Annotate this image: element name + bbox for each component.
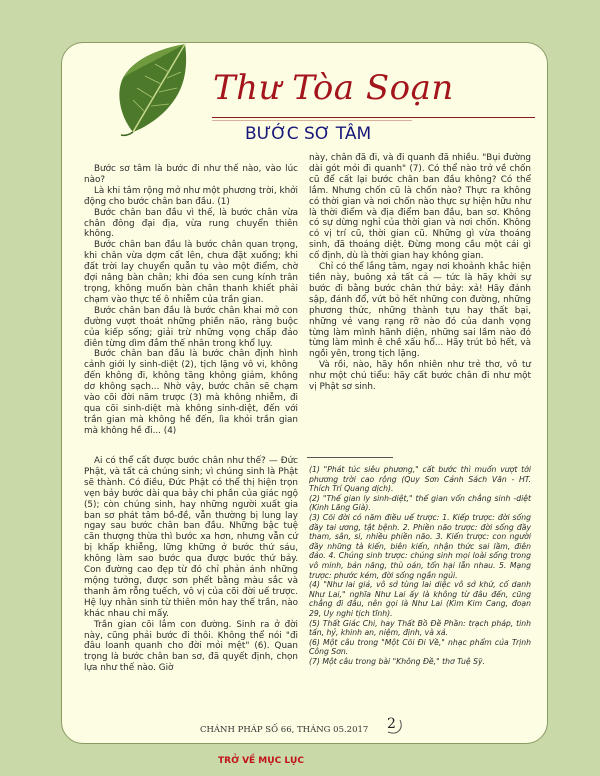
paragraph: Là khi tâm rộng mở như một phương trời, khởi động cho bước chân ban đầu. (1) <box>84 185 298 207</box>
footnote-divider <box>307 457 393 458</box>
title-rule-shadow <box>212 120 412 121</box>
page-title: Thư Tòa Soạn <box>213 68 454 108</box>
footnote: (6) Một câu trong "Một Cõi Đi Về," nhạc phẩm của Trịnh Công Sơn. <box>309 637 531 657</box>
back-to-contents-link[interactable]: TRỞ VỀ MỤC LỤC <box>218 756 304 766</box>
right-column <box>309 153 531 393</box>
paragraph: Bước chân ban đầu là bước chân khai mở con đường vượt thoát những phiền não, ràng buộc của kiếp sống; giải trừ những vọng chấp đảo điên từng dìm đắm thế nhân trong khổ lụy. <box>84 305 298 349</box>
left-column-bottom <box>84 456 298 674</box>
footnote: (7) Một câu trong bài "Không Đề," thơ Tuệ Sỹ. <box>309 656 485 666</box>
article-title: BƯỚC SƠ TÂM <box>245 124 372 144</box>
footnote: (1) "Phát túc siêu phương," cất bước thì muốn vượt tới phương trời cao rộng (Quy Sơn Cảnh Sách Văn - HT. Thích Trí Quang dịch). <box>309 465 531 494</box>
paragraph: Bước chân ban đầu vì thế, là bước chân vừa chân đông đại địa, vừa rung chuyển thiên không. <box>84 207 298 240</box>
paragraph: Ai có thể cất được bước chân như thế? — Đức Phật, và tất cả chúng sinh; vì chúng sinh là Phật sẽ thành. Có điều, Đức Phật có thể thị hiện trọn vẹn bảy bước dài qua bảy chi phần của giác ngộ (5); còn chúng sinh, hay những người xuất gia ban sơ phát tâm bồ-đề, vẫn thường bị lung lay ngay sau bước chân ban đầu. Những bậc tuệ căn thượng thừa thì bước xa hơn, nhưng vẫn cứ bị khấp khiễng, lững khững ở bước thứ sáu, không làm sao bước qua được bước thứ bảy. Con đường cao đẹp từ đó chỉ phản ánh những mộng tưởng, được sơn phết bằng màu sắc và thanh âm rỗng tuếch, vô vị của cõi đời uế trược. Hệ lụy nhân sinh từ thiên môn hay thế trần, nào khác nhau chi mấy. <box>84 456 298 619</box>
paragraph: Bước chân ban đầu là bước chân định hình cảnh giới ly sinh-diệt (2), tịch lặng vô vi, không đến không đi, không tăng không giảm, không dơ không sạch... Nhờ vậy, bước chân sẽ chạm vào cõi đời năm trược (3) mà không nhiễm, đi qua cõi sinh-diệt mà không sinh-diệt, đến với trần gian mà không hề đến, lìa khỏi trần gian mà không hề đi... (4) <box>84 349 298 436</box>
title-rule <box>212 117 535 118</box>
footnote: (3) Cõi đời có năm điều uế trược: 1. Kiếp trược: đời sống đầy tai ương, tật bệnh. 2. Phiền não trược: đời sống đầy tham, sân, si, nhiều phiền não. 3. Kiến trược: con người đầy những tà kiến, biên kiến, nhận thức sai lầm, điên đảo. 4. Chúng sinh trược: chúng sinh mọi loài sống trong vô minh, bản năng, thù oán, tổn hại lẫn nhau. 5. Mạng trược: phước kém, đời sống ngắn ngủi. <box>309 512 531 580</box>
paragraph: Và rồi, nào, hãy hồn nhiên như trẻ thơ, vô tư như một chú tiểu: hãy cất bước chân đi như một vị Phật sơ sinh. <box>309 360 531 393</box>
bodhi-leaf-icon <box>113 38 195 138</box>
paragraph: Bước sơ tâm là bước đi như thế nào, vào lúc nào? <box>84 164 298 185</box>
paragraph: Bước chân ban đầu là bước chân quan trọng, khi chân vừa dợm cất lên, chưa đặt xuống; khi đất trời lay chuyển quẫn tụ vào một điểm, chờ đợi nâng bàn chân; khi đóa sen cung kính trân trọng, không muốn bàn chân thanh khiết phải chạm vào thực tế ô nhiễm của trần gian. <box>84 240 298 305</box>
page-number-text: 2 <box>387 716 396 732</box>
paragraph: Chỉ có thể lắng tâm, ngay nơi khoảnh khắc hiện tiền này, buông xả tất cả — tức là hãy khởi sự bước đi bằng bước chân thứ bảy: xả! Hãy đánh sập, đánh đổ, vứt bỏ hết những con đường, những phương thức, những thành tựu hay thất bại, những vẻ vang rạng rỡ nào đó của danh vọng từng làm mình hãnh diện, những sai lầm nào đó từng làm mình ê chề xấu hổ... Hãy trút bỏ hết, và ngồi yên, trong tịch lặng. <box>309 262 531 360</box>
paragraph: Trần gian cõi lắm con đường. Sinh ra ở đời này, cũng phải bước đi thôi. Không thể nói "đi đâu loanh quanh cho đời mỏi mệt" (6). Quan trọng là bước chân ban sơ, đã quyết định, chọn lựa như thế nào. Giờ <box>84 619 298 674</box>
paragraph: này, chân đã đi, và đi quanh đã nhiều. "Bụi đường dài gót mỏi đi quanh" (7). Có thể nào trở về chốn cũ để cất lại bước chân ban đầu không? Có thể lắm. Nhưng chốn cũ là chốn nào? Thực ra không có thời gian và nơi chốn nào thực sự hiện hữu như là thời điểm và địa điểm ban đầu, ban sơ. Không có sự dừng nghỉ của thời gian và nơi chốn. Không có vị trí cũ, thời gian cũ. Những gì vừa thoáng sinh, đã thoáng diệt. Đừng mong cầu một cái gì cố định, dù là thời gian hay không gian. <box>309 153 531 262</box>
footnotes <box>309 465 531 666</box>
issue-info: CHÁNH PHÁP SỐ 66, THÁNG 05.2017 <box>200 725 369 735</box>
footnote: (5) Thất Giác Chi, hay Thất Bồ Đề Phần: trạch pháp, tinh tấn, hỷ, khinh an, niệm, định, và xả. <box>309 618 531 638</box>
footnote: (2) "Thế gian ly sinh-diệt," thế gian vốn chẳng sinh -diệt (Kinh Lăng Già). <box>309 493 531 513</box>
footnote: (4) "Như lai giả, vô sở tùng lai diệc vô sở khứ, cố danh Như Lai," nghĩa Như Lai ấy là không từ đâu đến, cũng chẳng đi đâu, nên gọi là Như Lai (Kim Kim Cang, đoạn 29, Uy nghi tịch tĩnh). <box>309 580 531 618</box>
left-column-top <box>84 164 298 437</box>
page-number <box>384 714 406 736</box>
